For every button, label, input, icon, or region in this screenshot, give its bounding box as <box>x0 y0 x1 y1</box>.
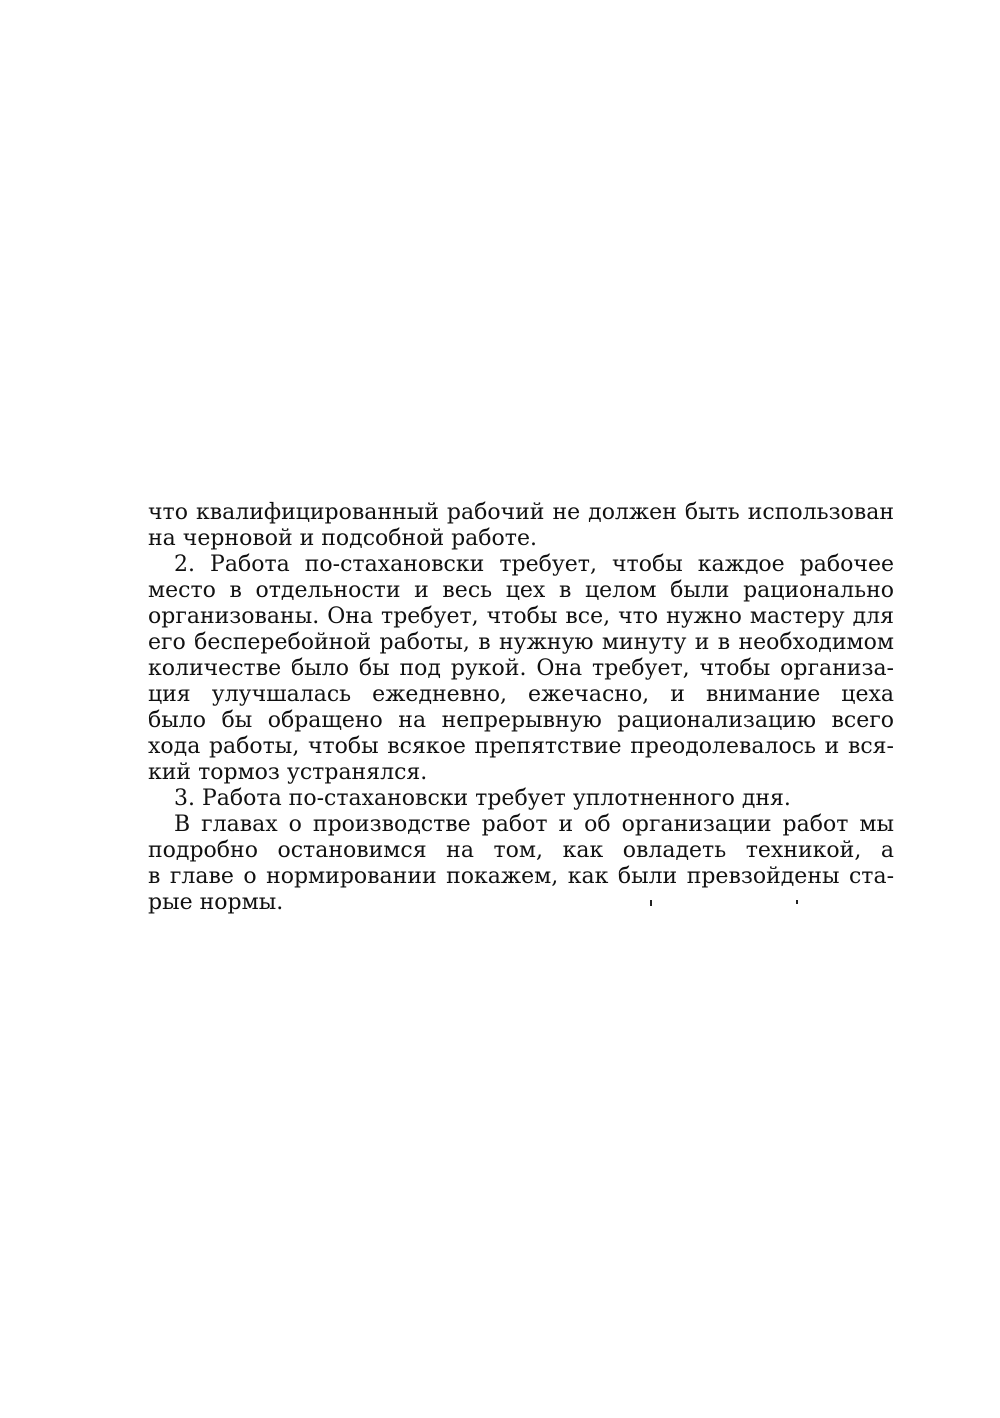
text-line: место в отдельности и весь цех в целом были рационально <box>148 578 894 603</box>
text-line: что квалифицированный рабочий не должен быть использован <box>148 500 894 525</box>
text-line: ция улучшалась ежедневно, ежечасно, и внимание цеха <box>148 682 894 707</box>
text-line: кий тормоз устранялся. <box>148 760 428 785</box>
scan-speck <box>650 900 652 906</box>
scan-speck <box>796 900 798 904</box>
paragraph-3 <box>148 786 894 812</box>
paragraph-2 <box>148 552 894 786</box>
text-line: количестве было бы под рукой. Она требует, чтобы организа- <box>148 656 894 681</box>
text-line: его бесперебойной работы, в нужную минуту и в необходимом <box>148 630 894 655</box>
text-line: В главах о производстве работ и об организации работ мы <box>174 812 894 837</box>
paragraph-4 <box>148 812 894 916</box>
text-line: 2. Работа по-стахановски требует, чтобы каждое рабочее <box>174 552 894 577</box>
text-line: рые нормы. <box>148 890 284 915</box>
text-line: организованы. Она требует, чтобы все, что нужно мастеру для <box>148 604 894 629</box>
body-text <box>148 500 894 916</box>
text-line: было бы обращено на непрерывную рационализацию всего <box>148 708 894 733</box>
text-line: подробно остановимся на том, как овладеть техникой, а <box>148 838 894 863</box>
text-line: хода работы, чтобы всякое препятствие преодолевалось и вся- <box>148 734 894 759</box>
text-line: на черновой и подсобной работе. <box>148 526 537 551</box>
text-line: в главе о нормировании покажем, как были превзойдены ста- <box>148 864 894 889</box>
paragraph-1 <box>148 500 894 552</box>
text-line: 3. Работа по-стахановски требует уплотненного дня. <box>174 786 791 811</box>
